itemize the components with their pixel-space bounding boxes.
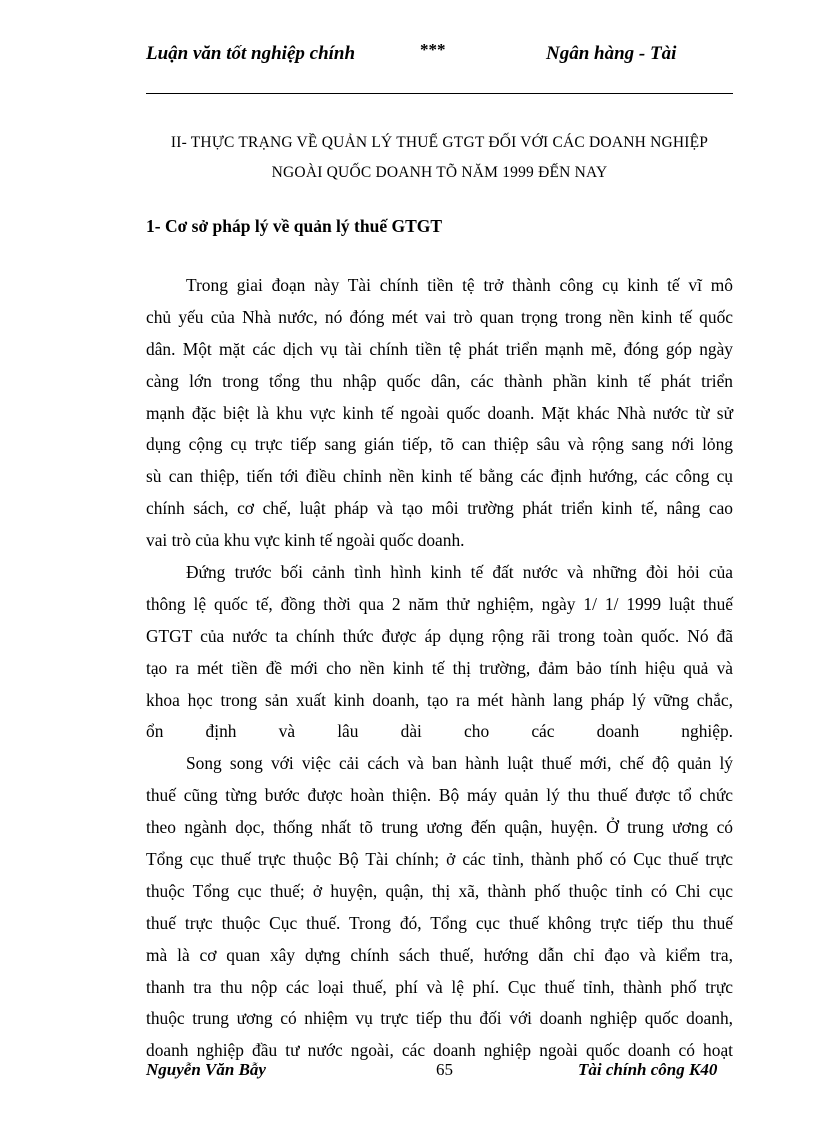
footer-author: Nguyễn Văn Bẫy [146,1060,266,1079]
body-line: thông lệ quốc tế, đồng thời qua 2 năm thử nghiệm, ngày 1/ 1/ 1999 luật thuế [146,593,733,614]
section-title-line-1: II- THỰC TRẠNG VỀ QUẢN LÝ THUẾ GTGT ĐỐI VỚI CÁC DOANH NGHIỆP [170,134,709,151]
body-line: vai trò của khu vực kinh tế ngoài quốc doanh. [146,530,465,551]
body-line: thuộc Tổng cục thuế; ở huyện, quận, thị xã, thành phố thuộc tỉnh có Chi cục [146,880,733,901]
body-line: chính sách, cơ chế, luật pháp và tạo môi trường phát triển kinh tế, nâng cao [146,498,733,519]
body-line: dụng cộng cụ trực tiếp sang gián tiếp, tõ can thiệp sâu và rộng sang nới lỏng [146,434,733,455]
section-title [146,128,733,188]
body-line: chủ yếu của Nhà nước, nó đóng mét vai trò quan trọng trong nền kinh tế quốc [146,306,733,327]
body-line: thuộc trung ương có nhiệm vụ trực tiếp thu đối với doanh nghiệp quốc doanh, [146,1008,733,1029]
header-rule [146,93,733,94]
body-line: thuế cũng từng bước được hoàn thiện. Bộ máy quản lý thu thuế được tổ chức [146,785,733,806]
page-number: 65 [436,1060,453,1079]
subsection-title: 1- Cơ sở pháp lý về quản lý thuế GTGT [146,216,443,236]
body-line: GTGT của nước ta chính thức được áp dụng rộng rãi trong toàn quốc. Nó đã [146,625,733,646]
body-line: Đứng trước bối cảnh tình hình kinh tế đất nước và những đòi hỏi của [186,562,733,583]
footer-class: Tài chính công K40 [578,1060,718,1079]
body-text [146,270,733,1067]
body-line: thanh tra thu nộp các loại thuế, phí và lệ phí. Cục thuế tỉnh, thành phố trực [146,976,733,997]
body-line: sù can thiệp, tiến tới điều chỉnh nền kinh tế bằng các định hướng, các công cụ [146,466,733,487]
body-line: thuế trực thuộc Cục thuế. Trong đó, Tổng cục thuế không trực tiếp thu thuế [146,912,733,933]
body-line: Tổng cục thuế trực thuộc Bộ Tài chính; ở các tỉnh, thành phố có Cục thuế trực [146,849,733,870]
body-line: khoa học trong sản xuất kinh doanh, tạo ra mét hành lang pháp lý vững chắc, [146,689,733,710]
body-line: mạnh đặc biệt là khu vực kinh tế ngoài quốc doanh. Mặt khác Nhà nước từ sử [146,402,733,423]
body-line: Trong giai đoạn này Tài chính tiền tệ trở thành công cụ kinh tế vĩ mô [186,275,733,295]
body-line: dân. Một mặt các dịch vụ tài chính tiền tệ phát triển mạnh mẽ, đóng góp ngày [146,338,733,359]
body-line: theo ngành dọc, thống nhất tõ trung ương đến quận, huyện. Ở trung ương có [146,817,733,838]
header-separator: *** [420,40,446,59]
body-line: Song song với việc cải cách và ban hành luật thuế mới, chế độ quản lý [186,753,733,774]
body-line: doanh nghiệp đầu tư nước ngoài, các doanh nghiệp ngoài quốc doanh có hoạt [146,1040,733,1061]
header-left-title: Luận văn tốt nghiệp chính [146,43,356,64]
header-right-title: Ngân hàng - Tài [546,43,677,64]
section-title-line-2: NGOÀI QUỐC DOANH TÕ NĂM 1999 ĐẾN NAY [271,164,608,181]
body-line: càng lớn trong tổng thu nhập quốc dân, các thành phần kinh tế phát triển [146,370,733,391]
body-line: tạo ra mét tiền đề mới cho nền kinh tế thị trường, đảm bảo tính hiệu quả và [146,657,733,678]
body-line: mà là cơ quan xây dựng chính sách thuế, hướng dẫn chỉ đạo và kiểm tra, [146,944,733,965]
body-line: ổn định và lâu dài cho các doanh nghiệp. [146,721,733,742]
